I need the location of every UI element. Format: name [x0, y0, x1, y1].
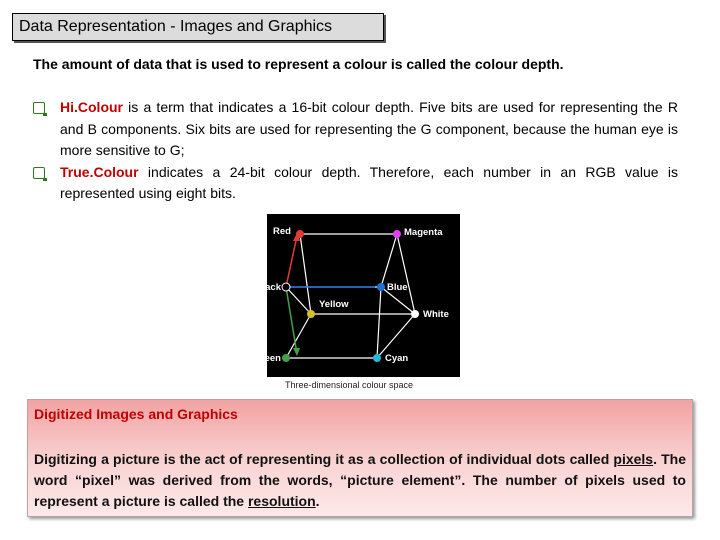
vertex-yellow-dot [307, 310, 315, 318]
term-truecolour: True.Colour [60, 163, 139, 180]
vertex-label-magenta: Magenta [404, 227, 443, 238]
bullet-hicolour [33, 97, 678, 162]
vertex-blue-dot [377, 283, 385, 291]
paragraph-part-1: Digitizing a picture is the act of representing it as a collection of individual dots called [34, 451, 614, 467]
term-resolution: resolution [247, 493, 316, 509]
digitized-images-section [27, 399, 693, 517]
vertex-label-green: Green [253, 353, 281, 364]
page-title-box [12, 13, 384, 41]
term-pixels: pixels [613, 451, 654, 467]
green-arrowhead [293, 348, 300, 356]
vertex-cyan-dot [373, 354, 381, 362]
cube-edge [377, 287, 381, 358]
checkbox-bullet-icon [33, 167, 45, 179]
figure-caption: Three-dimensional colour space [285, 380, 414, 390]
section-paragraph [34, 449, 686, 512]
vertex-label-yellow: Yellow [319, 299, 349, 310]
paragraph-part-3: . [315, 493, 320, 509]
vertex-magenta-dot [393, 230, 401, 238]
colour-cube-figure [253, 214, 460, 377]
vertex-black-dot [282, 283, 290, 291]
cube-edge [381, 234, 397, 287]
page-title: Data Representation - Images and Graphics [19, 18, 333, 35]
intro-text: The amount of data that is used to represent a colour is called the colour depth. [33, 56, 564, 72]
bullet-text-truecolour: indicates a 24-bit colour depth. Therefore, each number in an RGB value is represented using eight bits. [60, 163, 678, 201]
vertex-label-black: Black [255, 282, 281, 293]
vertex-label-red: Red [273, 226, 291, 237]
red-axis-arrow [286, 236, 297, 287]
figure-caption-area [267, 377, 460, 395]
vertex-label-blue: Blue [387, 282, 408, 293]
bullet-text-hicolour: is a term that indicates a 16-bit colour depth. Five bits are used for representing the R and B components. Six bits are used for representing the G component, because the human eye is more sensitive to G; [60, 99, 678, 158]
vertex-label-white: White [423, 309, 449, 320]
colour-cube-diagram [253, 214, 460, 377]
cube-edge [377, 314, 415, 358]
bullet-truecolour [33, 162, 678, 205]
section-heading: Digitized Images and Graphics [34, 406, 238, 422]
paragraph-part-2: . The word “pixel” was derived from the words, “picture element”. The number of pixels used to represent a picture is called the [34, 451, 686, 509]
term-hicolour: Hi.Colour [60, 99, 123, 115]
checkbox-bullet-icon [33, 102, 45, 114]
vertex-red-dot [296, 230, 304, 238]
vertex-green-dot [282, 354, 290, 362]
vertex-label-cyan: Cyan [385, 353, 409, 364]
vertex-white-dot [411, 310, 419, 318]
bullet-list [33, 97, 678, 205]
cube-edge [300, 234, 311, 314]
